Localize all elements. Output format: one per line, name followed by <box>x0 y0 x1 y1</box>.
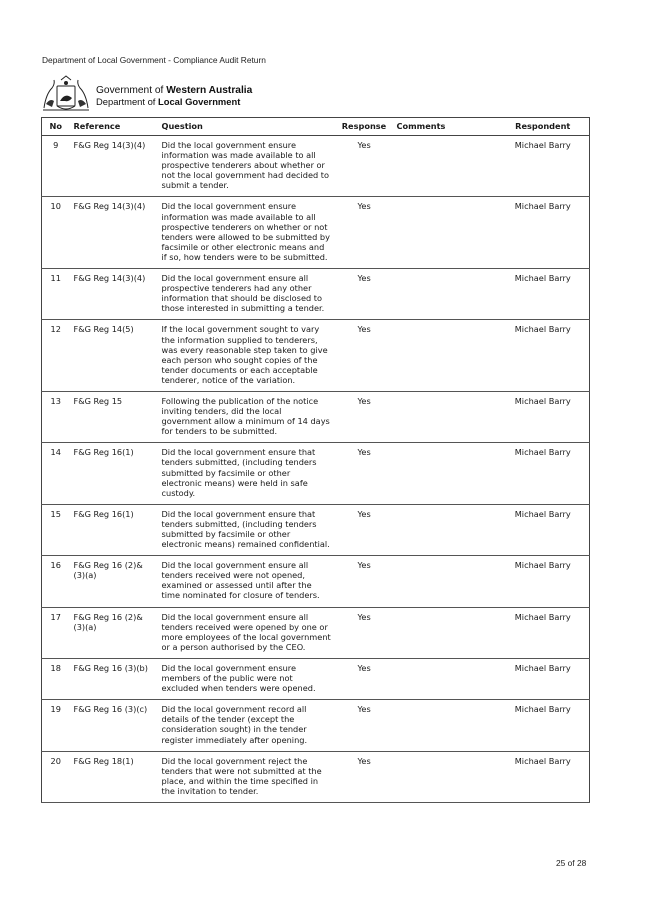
row-question: Did the local government reject the tenders that were not submitted at the place, and within the time specified in the invitation to tender. <box>158 751 336 802</box>
column-header-reference: Reference <box>70 118 158 136</box>
row-comments <box>393 700 497 751</box>
government-branding <box>40 74 300 114</box>
column-header-respondent: Respondent <box>497 118 590 136</box>
row-comments <box>393 751 497 802</box>
row-comments <box>393 320 497 392</box>
row-respondent: Michael Barry <box>497 504 590 555</box>
row-number: 17 <box>42 607 70 658</box>
row-number: 10 <box>42 197 70 269</box>
row-respondent: Michael Barry <box>497 658 590 699</box>
row-response: Yes <box>336 443 393 504</box>
row-number: 12 <box>42 320 70 392</box>
row-question: Did the local government ensure information was made available to all prospective tenderers about whether or not the local government had decided to submit a tender. <box>158 136 336 197</box>
page-number: 25 of 28 <box>556 858 587 868</box>
table-header-row <box>42 118 590 136</box>
department-name: Department of Local Government <box>96 96 241 107</box>
column-header-question: Question <box>158 118 336 136</box>
row-comments <box>393 556 497 607</box>
row-reference: F&G Reg 14(5) <box>70 320 158 392</box>
row-question: Did the local government ensure information was made available to all prospective tenderers on whether or not tenders were allowed to be submitted by facsimile or other electronic means and if so, how tenders were to be submitted. <box>158 197 336 269</box>
column-header-no: No <box>42 118 70 136</box>
row-response: Yes <box>336 197 393 269</box>
row-respondent: Michael Barry <box>497 391 590 442</box>
row-number: 14 <box>42 443 70 504</box>
row-respondent: Michael Barry <box>497 607 590 658</box>
row-response: Yes <box>336 556 393 607</box>
row-response: Yes <box>336 391 393 442</box>
row-comments <box>393 443 497 504</box>
table-row <box>42 443 590 504</box>
row-response: Yes <box>336 751 393 802</box>
table-row <box>42 556 590 607</box>
table-row <box>42 269 590 320</box>
row-reference: F&G Reg 16(1) <box>70 504 158 555</box>
coat-of-arms-icon <box>40 74 92 114</box>
row-reference: F&G Reg 14(3)(4) <box>70 269 158 320</box>
row-respondent: Michael Barry <box>497 751 590 802</box>
row-respondent: Michael Barry <box>497 556 590 607</box>
row-question: Did the local government ensure that tenders submitted, (including tenders submitted by facsimile or other electronic means) remained confidential. <box>158 504 336 555</box>
row-response: Yes <box>336 504 393 555</box>
row-reference: F&G Reg 15 <box>70 391 158 442</box>
row-reference: F&G Reg 14(3)(4) <box>70 197 158 269</box>
row-question: Did the local government ensure members of the public were not excluded when tenders were opened. <box>158 658 336 699</box>
row-comments <box>393 136 497 197</box>
row-number: 13 <box>42 391 70 442</box>
row-comments <box>393 391 497 442</box>
row-question: Did the local government ensure all prospective tenderers had any other information that should be disclosed to those interested in submitting a tender. <box>158 269 336 320</box>
row-number: 19 <box>42 700 70 751</box>
row-comments <box>393 658 497 699</box>
row-comments <box>393 504 497 555</box>
table-row <box>42 136 590 197</box>
row-question: Did the local government record all details of the tender (except the consideration sought) in the tender register immediately after opening. <box>158 700 336 751</box>
row-reference: F&G Reg 16 (2)& (3)(a) <box>70 607 158 658</box>
row-respondent: Michael Barry <box>497 136 590 197</box>
row-number: 15 <box>42 504 70 555</box>
column-header-comments: Comments <box>393 118 497 136</box>
row-comments <box>393 197 497 269</box>
row-response: Yes <box>336 700 393 751</box>
table-row <box>42 320 590 392</box>
row-reference: F&G Reg 16 (3)(c) <box>70 700 158 751</box>
table-row <box>42 607 590 658</box>
row-question: If the local government sought to vary the information supplied to tenderers, was every reasonable step taken to give each person who sought copies of the tender documents or each acceptable tenderer, notice of the variation. <box>158 320 336 392</box>
compliance-table <box>41 117 590 803</box>
row-respondent: Michael Barry <box>497 320 590 392</box>
row-reference: F&G Reg 14(3)(4) <box>70 136 158 197</box>
row-respondent: Michael Barry <box>497 197 590 269</box>
row-reference: F&G Reg 16(1) <box>70 443 158 504</box>
row-reference: F&G Reg 16 (3)(b) <box>70 658 158 699</box>
table-row <box>42 700 590 751</box>
row-question: Following the publication of the notice inviting tenders, did the local government allow a minimum of 14 days for tenders to be submitted. <box>158 391 336 442</box>
row-respondent: Michael Barry <box>497 700 590 751</box>
government-name: Government of Western Australia <box>96 85 253 96</box>
row-response: Yes <box>336 658 393 699</box>
row-number: 16 <box>42 556 70 607</box>
table-row <box>42 658 590 699</box>
document-title: Department of Local Government - Compliance Audit Return <box>42 55 266 65</box>
row-response: Yes <box>336 269 393 320</box>
row-number: 18 <box>42 658 70 699</box>
row-number: 9 <box>42 136 70 197</box>
table-row <box>42 391 590 442</box>
row-respondent: Michael Barry <box>497 443 590 504</box>
row-question: Did the local government ensure that tenders submitted, (including tenders submitted by facsimile or other electronic means) were held in safe custody. <box>158 443 336 504</box>
table-row <box>42 197 590 269</box>
row-response: Yes <box>336 607 393 658</box>
column-header-response: Response <box>336 118 393 136</box>
row-number: 20 <box>42 751 70 802</box>
table-row <box>42 751 590 802</box>
row-number: 11 <box>42 269 70 320</box>
table-row <box>42 504 590 555</box>
row-reference: F&G Reg 18(1) <box>70 751 158 802</box>
row-reference: F&G Reg 16 (2)& (3)(a) <box>70 556 158 607</box>
row-response: Yes <box>336 136 393 197</box>
row-respondent: Michael Barry <box>497 269 590 320</box>
row-comments <box>393 607 497 658</box>
row-comments <box>393 269 497 320</box>
row-question: Did the local government ensure all tenders received were not opened, examined or assessed until after the time nominated for closure of tenders. <box>158 556 336 607</box>
row-question: Did the local government ensure all tenders received were opened by one or more employees of the local government or a person authorised by the CEO. <box>158 607 336 658</box>
row-response: Yes <box>336 320 393 392</box>
